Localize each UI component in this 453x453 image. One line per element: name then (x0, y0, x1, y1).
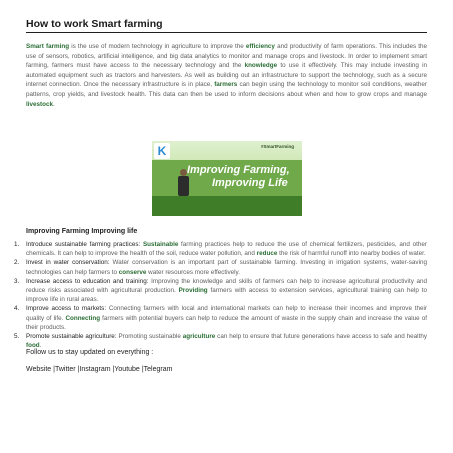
list-item-text: Promoting sustainable (116, 333, 183, 341)
list-item-text: farmers with potential buyers can help to reduce the amount of waste in the supply chain and increase the value of their products. (26, 314, 427, 331)
list-item-heading: Invest in water conservation: (26, 259, 110, 267)
page-title: How to work Smart farming (26, 18, 163, 30)
list-item-text: Connecting farmers with local and international markets can help to increase their incomes and improve their quality of life. (26, 305, 427, 322)
banner-headline-line2: Improving Life (212, 177, 288, 189)
highlighted-keyword: Providing (178, 287, 208, 295)
list-item-text: can help to ensure that future generations have access to safe and healthy (215, 333, 427, 341)
intro-paragraph (26, 42, 427, 109)
highlighted-keyword: efficiency (245, 43, 275, 50)
intro-text: . (52, 100, 55, 108)
social-link[interactable]: |Twitter (53, 366, 76, 373)
title-underline (26, 32, 427, 33)
highlighted-keyword: reduce (256, 250, 278, 258)
social-links (26, 366, 174, 373)
highlighted-keyword: food (26, 342, 40, 350)
highlighted-keyword: Connecting (65, 314, 101, 322)
intro-text: is the use of modern technology in agriculture to improve the (69, 43, 246, 50)
list-item-text: water resources more effectively. (146, 268, 240, 276)
list-item (14, 258, 427, 276)
social-link[interactable]: Website (26, 366, 52, 373)
list-item-text: farming practices help to reduce the use of chemical fertilizers, pesticides, and other chemicals. It can help to improve the health of the soil, reduce water pollution, and (26, 241, 427, 258)
list-item-number: 1. (14, 241, 20, 248)
list-item-text: . (39, 342, 42, 350)
highlighted-keyword: conserve (118, 268, 147, 276)
list-item-number: 4. (14, 305, 20, 313)
highlighted-keyword: farmers (214, 81, 238, 89)
list-item (14, 277, 427, 305)
list-item (14, 304, 427, 332)
intro-text: and productivity of farm operations. This includes the use of sensors, robotics, artificial intelligence, and big data analytics to monitor and manage crops and livestock. In order to implement smart farming, farmers must have access to the necessary technology and the (26, 43, 427, 70)
social-link[interactable]: |Youtube (112, 366, 140, 373)
highlighted-keyword: knowledge (244, 62, 278, 70)
highlighted-keyword: livestock (26, 100, 53, 108)
social-link[interactable]: |Telegram (141, 366, 173, 373)
list-item-heading: Introduce sustainable farming practices: (26, 241, 141, 248)
banner-crop-field (152, 196, 302, 216)
banner-hashtag: #SmartFarming (260, 144, 294, 149)
highlighted-keyword: Sustainable (142, 241, 179, 248)
list-item-heading: Improve access to markets: (26, 305, 107, 313)
list-item-number: 3. (14, 277, 20, 285)
list-item-heading: Increase access to education and training: (26, 277, 149, 285)
intro-text: can begin using the technology to monitor soil conditions, weather patterns, crop yields, and livestock health. This data can then be used to inform decisions about when and how to grow crops and manage (26, 81, 427, 98)
section-title: Improving Farming Improving life (26, 228, 138, 235)
highlighted-keyword: Smart farming (26, 43, 70, 50)
list-item-number: 5. (14, 333, 20, 341)
list-item-number: 2. (14, 259, 20, 267)
list-item-heading: Promote sustainable agriculture: (26, 333, 117, 341)
list-item-text: Water conservation is an important part of sustainable farming. Investing in irrigation systems, water-saving technologies can help farmers to (26, 259, 427, 276)
improvement-list (14, 240, 427, 350)
intro-text: to use it effectively. This may include investing in automated equipment such as tractors and harvesters. As well as building out an infrastructure to support the technology, such as a secure internet connection. Once the necessary infrastructure is in place, (26, 62, 427, 89)
list-item-text: farmers with access to extension services, agricultural training can help to improve life in rural areas. (26, 287, 427, 304)
follow-text: Follow us to stay updated on everything : (26, 349, 154, 356)
list-item (14, 240, 427, 258)
highlighted-keyword: agriculture (182, 333, 216, 341)
brand-logo-icon: K (154, 143, 170, 159)
list-item (14, 332, 427, 350)
list-item-text: the risk of harmful runoff into nearby bodies of water. (277, 250, 426, 258)
list-item-text: Improving the knowledge and skills of farmers can help to increase agricultural productivity and reduce risks associated with agricultural production. (26, 277, 427, 295)
smart-farming-banner-image (152, 141, 302, 216)
banner-headline-line1: Improving Farming, (187, 164, 290, 176)
social-link[interactable]: |Instagram (77, 366, 111, 373)
